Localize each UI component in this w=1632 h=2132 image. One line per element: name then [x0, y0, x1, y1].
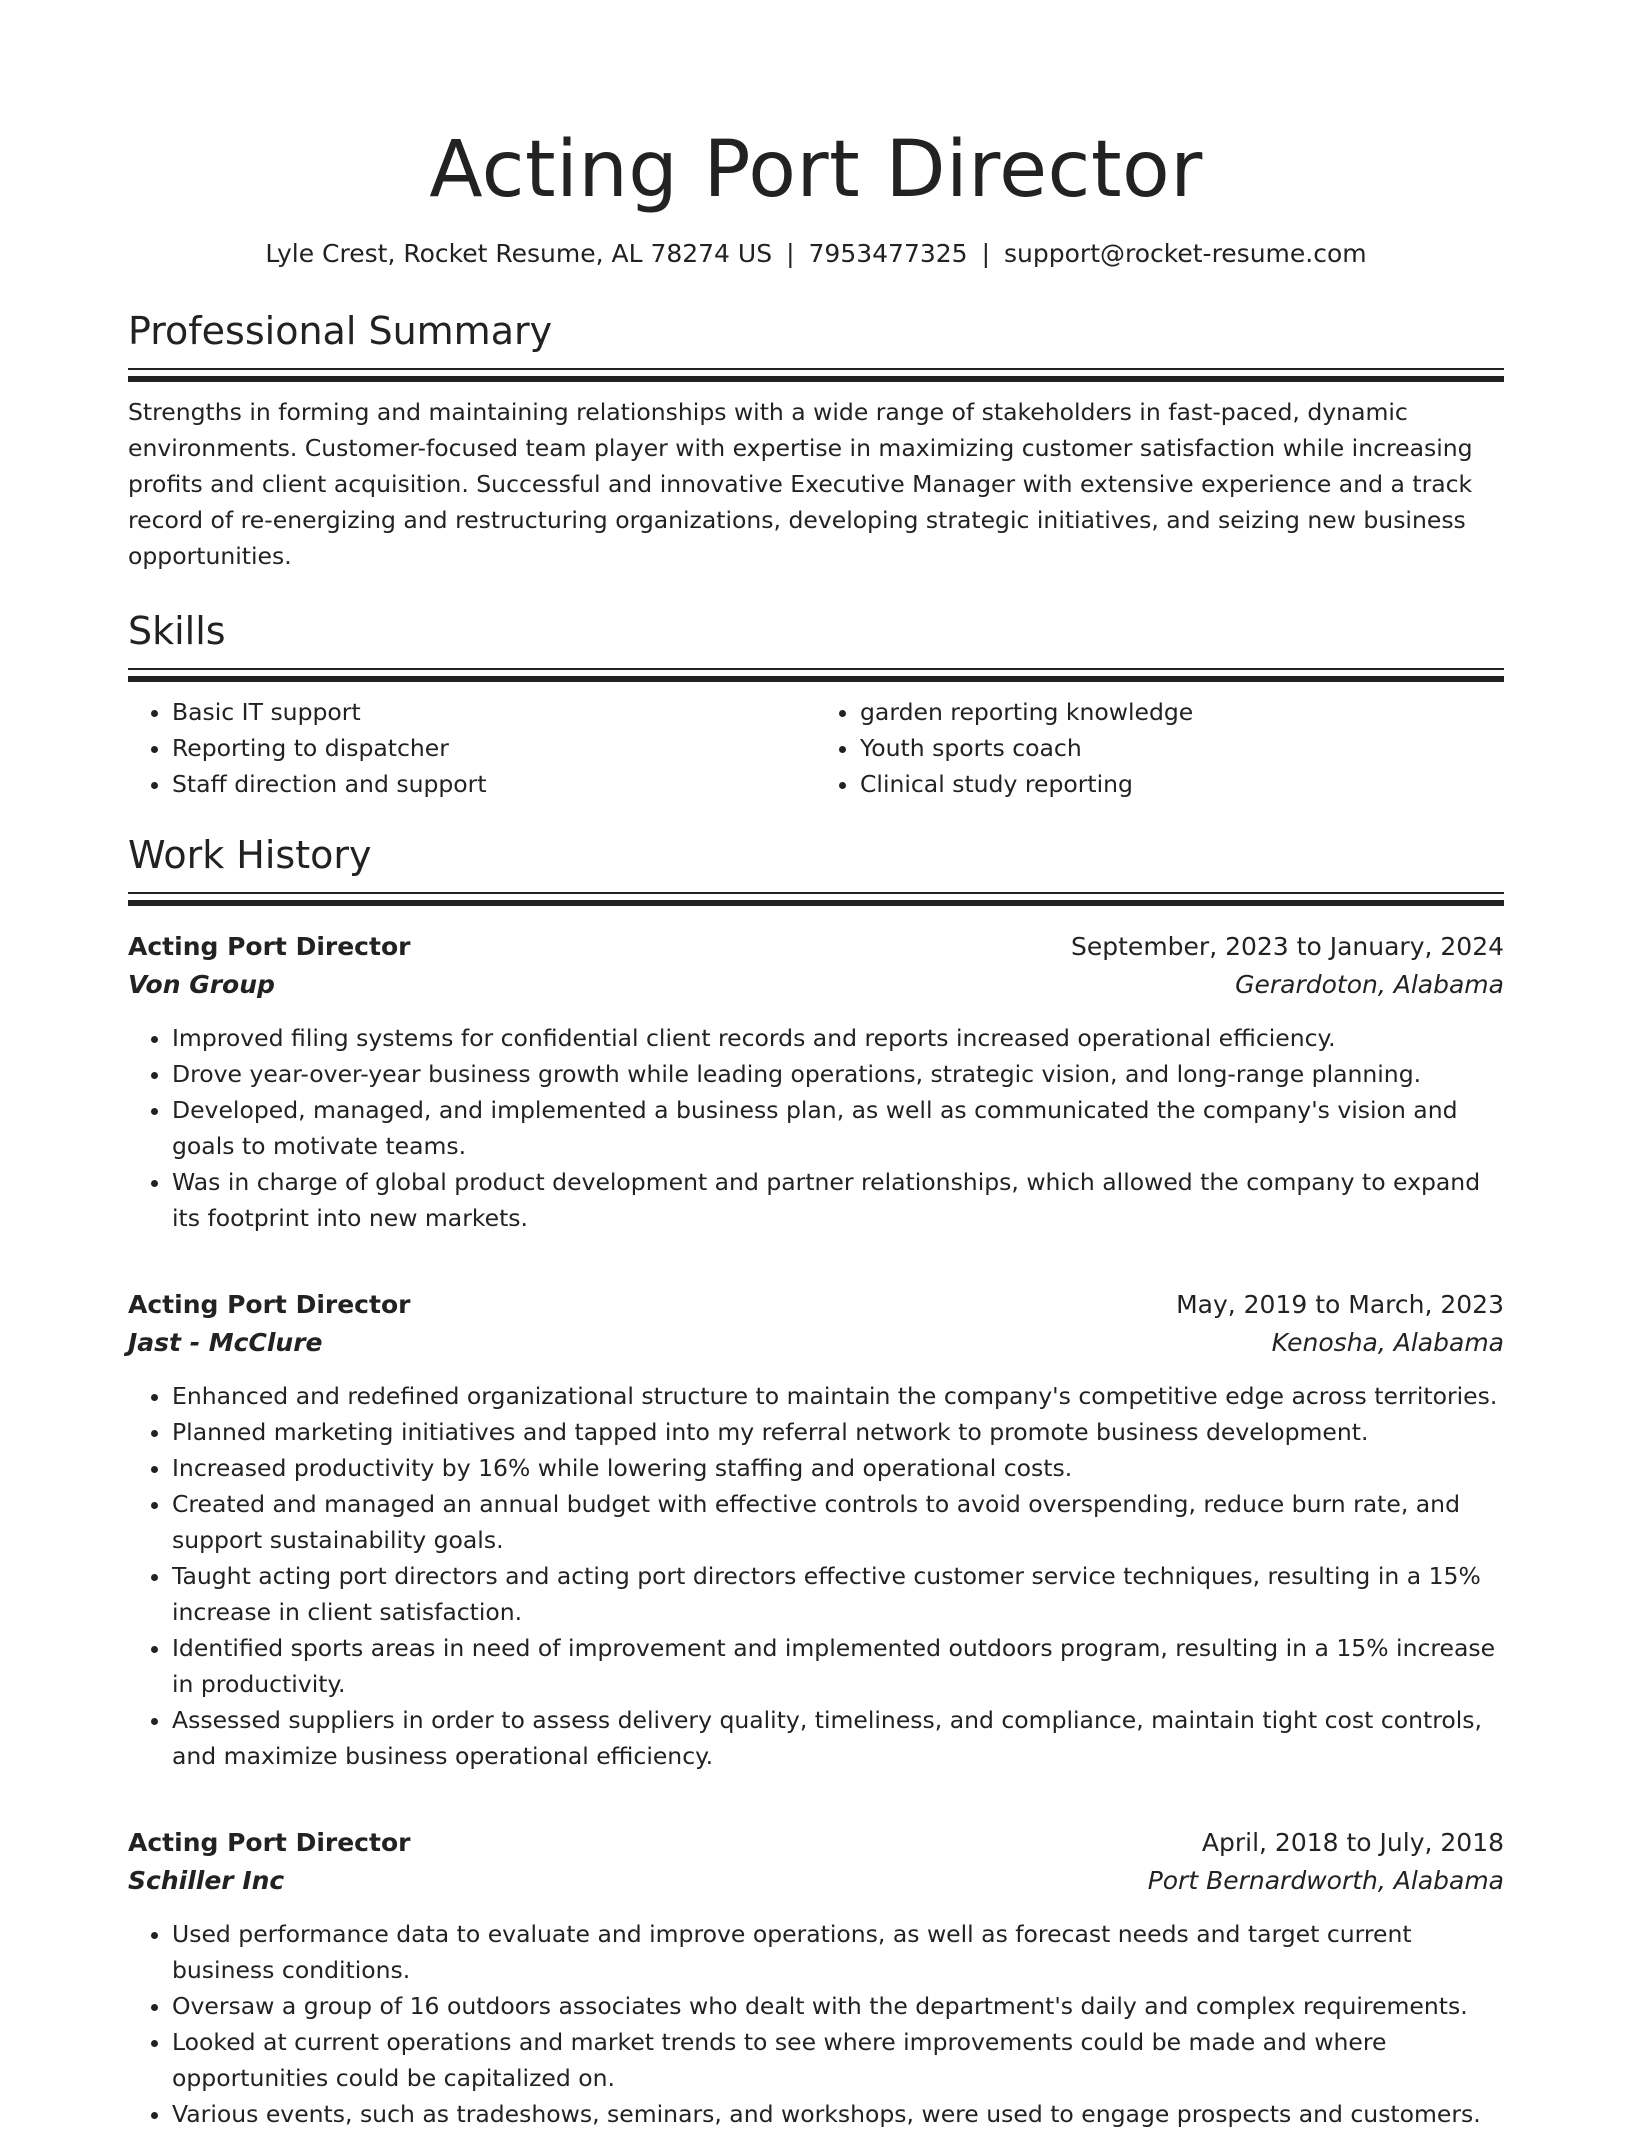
summary-text: Strengths in forming and maintaining relationships with a wide range of stakeholders in fast-paced, dynamic environments. Customer-focused team player with expertise in maximizing customer satisfaction while increasing profits and client acquisition. Successful and innovative Executive Manager with extensive experience and a track record of re-energizing and restructuring organizations, developing strategic initiatives, and seizing new business opportunities. [128, 398, 1473, 570]
job-bullet: • Looked at current operations and market trends to see where improvements could be made and where opportunities could be capitalized on. [172, 2024, 1504, 2096]
job-bullet: • Developed, managed, and implemented a business plan, as well as communicated the company's vision and goals to motivate teams. [172, 1092, 1504, 1164]
skill-item: • Staff direction and support [172, 766, 816, 802]
job-bullet: • Assessed suppliers in order to assess delivery quality, timeliness, and compliance, maintain tight cost controls, and maximize business operational efficiency. [172, 1702, 1504, 1774]
job-bullet: • Identified sports areas in need of improvement and implemented outdoors program, resulting in a 15% increase in productivity. [172, 1630, 1504, 1702]
resume-name: Acting Port Director [429, 125, 1203, 215]
job-bullets [128, 1020, 1504, 1236]
job-bullet: • Increased productivity by 16% while lowering staffing and operational costs. [172, 1450, 1504, 1486]
job-dates: September, 2023 to January, 2024 [1071, 932, 1504, 961]
job-company: Schiller Inc [128, 1866, 285, 1895]
contact-phone: 7953477325 [808, 239, 968, 268]
resume-header [128, 0, 1504, 270]
summary-section [128, 308, 1504, 574]
job-bullet: • Improved filing systems for confidential client records and reports increased operational efficiency. [172, 1020, 1504, 1056]
work-history-section [128, 832, 1504, 2132]
skill-item: • garden reporting knowledge [860, 694, 1504, 730]
job-title: Acting Port Director [128, 1290, 411, 1319]
section-divider [128, 368, 1504, 370]
skills-column-right [816, 694, 1504, 802]
job-bullet: • Planned marketing initiatives and tapped into my referral network to promote business development. [172, 1414, 1504, 1450]
section-title-summary: Professional Summary [128, 309, 553, 353]
contact-line [128, 238, 1504, 270]
job-entry [128, 1824, 1504, 2132]
job-title: Acting Port Director [128, 932, 411, 961]
contact-separator: | [786, 239, 795, 268]
job-company: Von Group [128, 970, 275, 999]
skills-grid [128, 694, 1504, 802]
resume-page [128, 0, 1504, 2132]
section-divider-thick [128, 376, 1504, 382]
job-bullet: • Taught acting port directors and acting port directors effective customer service techniques, resulting in a 15% increase in client satisfaction. [172, 1558, 1504, 1630]
job-header-row [128, 928, 1504, 966]
skill-item: • Youth sports coach [860, 730, 1504, 766]
job-location: Kenosha, Alabama [1271, 1328, 1504, 1357]
section-divider [128, 892, 1504, 894]
section-title-skills: Skills [128, 609, 226, 653]
job-bullet: • Created and managed an annual budget with effective controls to avoid overspending, reduce burn rate, and support sustainability goals. [172, 1486, 1504, 1558]
skill-item: • Basic IT support [172, 694, 816, 730]
skills-list [816, 694, 1504, 802]
section-divider [128, 668, 1504, 670]
job-subheader-row [128, 1862, 1504, 1900]
contact-email: support@rocket-resume.com [1004, 239, 1367, 268]
contact-address: Lyle Crest, Rocket Resume, AL 78274 US [265, 239, 773, 268]
skills-column-left [128, 694, 816, 802]
job-dates: May, 2019 to March, 2023 [1176, 1290, 1504, 1319]
job-bullet: • Was in charge of global product development and partner relationships, which allowed the company to expand its footprint into new markets. [172, 1164, 1504, 1236]
job-bullet: • Used performance data to evaluate and improve operations, as well as forecast needs and target current business conditions. [172, 1916, 1504, 1988]
job-header-row [128, 1824, 1504, 1862]
job-entry [128, 928, 1504, 1236]
job-title: Acting Port Director [128, 1828, 411, 1857]
job-subheader-row [128, 966, 1504, 1004]
job-bullet: • Enhanced and redefined organizational structure to maintain the company's competitive edge across territories. [172, 1378, 1504, 1414]
job-bullets [128, 1378, 1504, 1774]
section-divider-thick [128, 900, 1504, 906]
job-entry [128, 1286, 1504, 1774]
job-location: Gerardoton, Alabama [1235, 970, 1504, 999]
contact-separator: | [981, 239, 991, 268]
job-bullet: • Various events, such as tradeshows, seminars, and workshops, were used to engage prospects and customers. [172, 2096, 1504, 2132]
job-bullet: • Oversaw a group of 16 outdoors associates who dealt with the department's daily and complex requirements. [172, 1988, 1504, 2024]
job-location: Port Bernardworth, Alabama [1147, 1866, 1504, 1895]
job-bullets [128, 1916, 1504, 2132]
skills-section [128, 608, 1504, 802]
skill-item: • Reporting to dispatcher [172, 730, 816, 766]
job-header-row [128, 1286, 1504, 1324]
skills-list [128, 694, 816, 802]
job-company: Jast - McClure [128, 1328, 323, 1357]
section-divider-thick [128, 676, 1504, 682]
job-bullet: • Drove year-over-year business growth while leading operations, strategic vision, and long-range planning. [172, 1056, 1504, 1092]
job-subheader-row [128, 1324, 1504, 1362]
section-title-work-history: Work History [128, 833, 372, 877]
job-dates: April, 2018 to July, 2018 [1201, 1828, 1504, 1857]
skill-item: • Clinical study reporting [860, 766, 1504, 802]
